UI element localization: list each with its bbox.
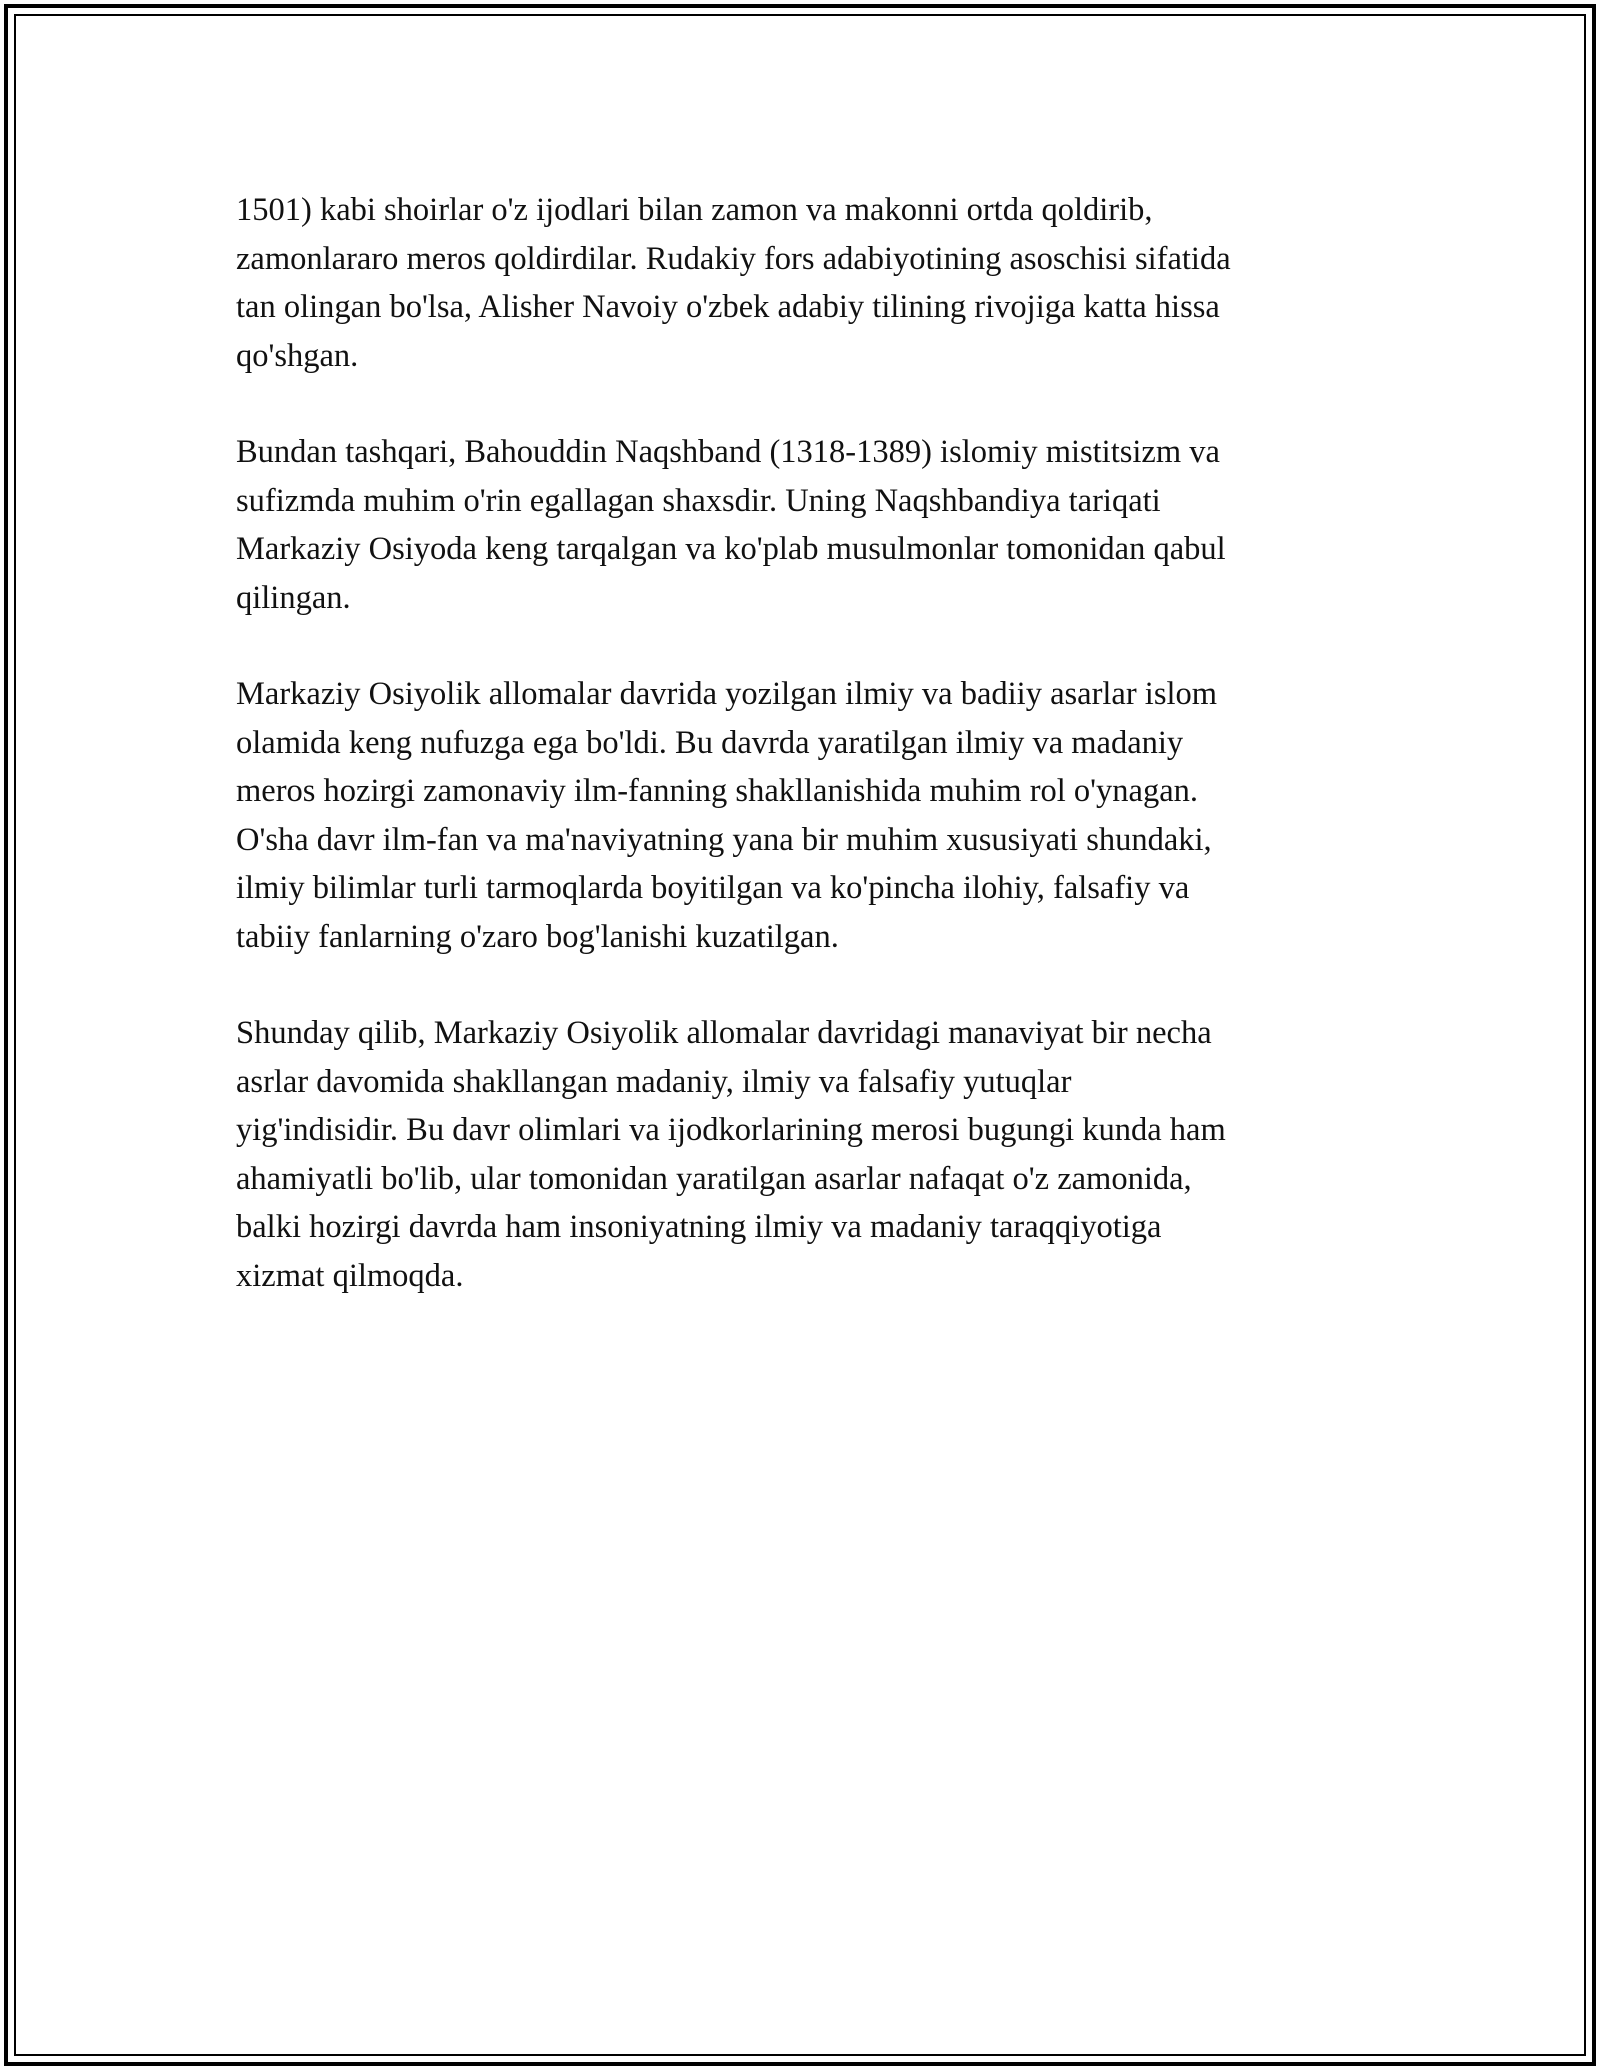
paragraph: 1501) kabi shoirlar o'z ijodlari bilan zamon va makonni ortda qoldirib, zamonlararo meros qoldirdilar. Rudakiy fors adabiyotining asoschisi sifatida tan olingan bo'lsa, Alisher Navoiy o'zbek adabiy tilining rivojiga katta hissa qo'shgan. xyxy=(236,192,1231,374)
paragraph: Markaziy Osiyolik allomalar davrida yozilgan ilmiy va badiiy asarlar islom olamida keng nufuzga ega bo'ldi. Bu davrda yaratilgan ilmiy va madaniy meros hozirgi zamonaviy ilm-fanning shakllanishida muhim rol o'ynagan. O'sha davr ilm-fan va ma'naviyatning yana bir muhim xususiyati shundaki, ilmiy bilimlar turli tarmoqlarda boyitilgan va ko'pincha ilohiy, falsafiy va tabiiy fanlarning o'zaro bog'lanishi kuzatilgan. xyxy=(236,676,1218,955)
paragraph: Bundan tashqari, Bahouddin Naqshband (1318-1389) islomiy mistitsizm va sufizmda muhim o'rin egallagan shaxsdir. Uning Naqshbandiya tariqati Markaziy Osiyoda keng tarqalgan va ko'plab musulmonlar tomonidan qabul qilingan. xyxy=(236,434,1226,616)
paragraph: Shunday qilib, Markaziy Osiyolik allomalar davridagi manaviyat bir necha asrlar davomida shakllangan madaniy, ilmiy va falsafiy yutuqlar yig'indisidir. Bu davr olimlari va ijodkorlarining merosi bugungi kunda ham ahamiyatli bo'lib, ular tomonidan yaratilgan asarlar nafaqat o'z zamonida, balki hozirgi davrda ham insoniyatning ilmiy va madaniy taraqqiyotiga xizmat qilmoqda. xyxy=(236,1015,1226,1294)
document-body xyxy=(236,186,1366,1348)
